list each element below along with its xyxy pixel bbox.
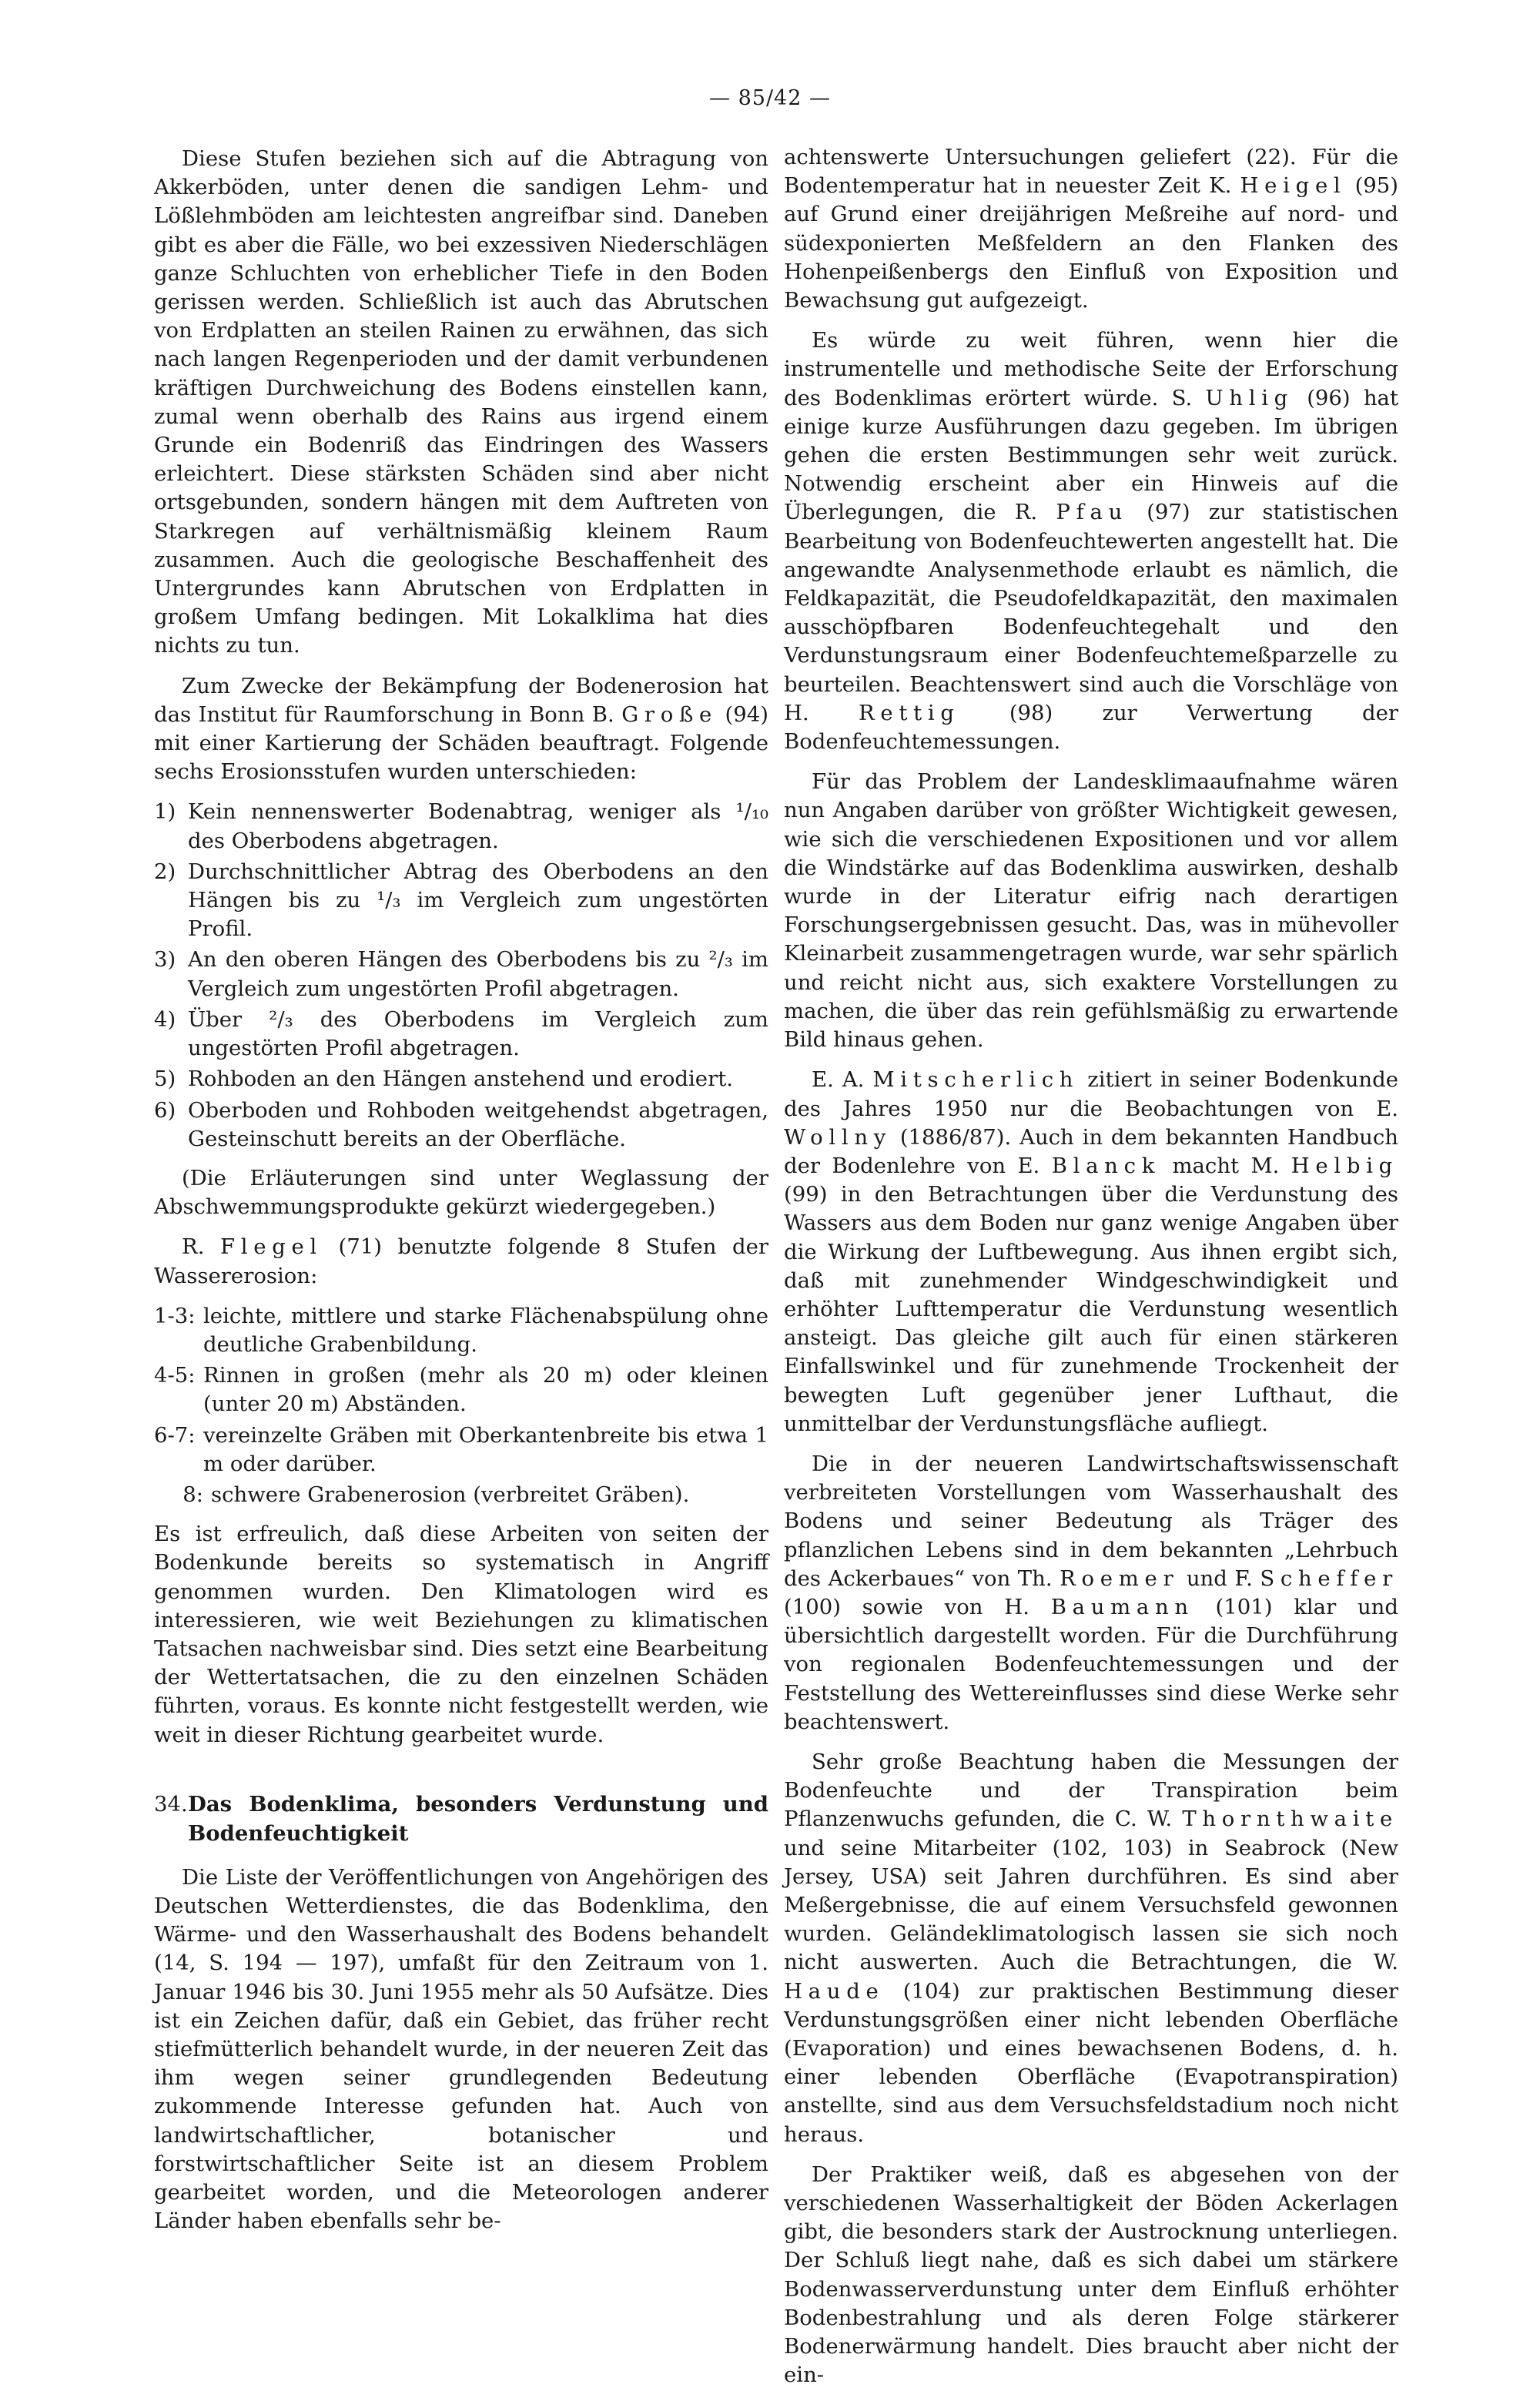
left-column: [154, 145, 768, 2247]
section-heading: 34. Das Bodenklima, besonders Verdunstung und Bodenfeuchtigkeit: [154, 1791, 768, 1846]
right-column: [784, 143, 1398, 2401]
list-item: 5) Rohboden an den Hängen anstehend und erodiert.: [154, 1067, 734, 1092]
erosion-levels-list: [154, 798, 768, 1153]
author-name: Uhlig: [1205, 385, 1294, 410]
paragraph: achtenswerte Untersuchungen geliefert (22). Für die Bodentemperatur hat in neuester Zeit K. Heigel (95) auf Grund einer dreijährigen Meßreihe auf nord- und südexponierten Meßfeldern an den Flanken des Hohenpeißenbergs den Einfluß von Exposition und Bewachsung gut aufgezeigt.: [784, 145, 1399, 313]
list-item: 2) Durchschnittlicher Abtrag des Oberbodens an den Hängen bis zu ¹/₃ im Vergleich zum ungestörten Profil.: [154, 859, 768, 942]
author-name: Mitscherlich: [872, 1067, 1080, 1093]
page-number: — 85/42 —: [709, 86, 831, 110]
author-name: Blanck: [1051, 1153, 1161, 1178]
list-item: 4) Über ²/₃ des Oberbodens im Vergleich zum ungestörten Profil abgetragen.: [154, 1006, 768, 1061]
paragraph: Diese Stufen beziehen sich auf die Abtragung von Akkerböden, unter denen die sandigen Lehm- und Lößlehmböden am leichtesten angreifbar sind. Daneben gibt es aber die Fälle, wo bei exzessiven Niederschlägen ganze Schluchten von erheblicher Tiefe in den Boden gerissen werden. Schließlich ist auch das Abrutschen von Erdplatten an steilen Rainen zu erwähnen, das sich nach langen Regenperioden und der damit verbundenen kräftigen Durchweichung des Bodens einstellen kann, zumal wenn oberhalb des Rains aus irgend einem Grunde ein Bodenriß das Eindringen des Wassers erleichtert. Diese stärksten Schäden sind aber nicht ortsgebunden, sondern hängen mit dem Auftreten von Starkregen auf verhältnismäßig kleinem Raum zusammen. Auch die geologische Beschaffenheit des Untergrundes kann Abrutschen von Erdplatten in großem Umfang bedingen. Mit Lokalklima hat dies nichts zu tun.: [154, 146, 768, 658]
author-name: Rettig: [858, 700, 960, 725]
author-name: Haude: [784, 1978, 885, 2004]
list-item: 6) Oberboden und Rohboden weitgehendst abgetragen, Gesteinschutt bereits an der Oberfläche.: [154, 1097, 768, 1151]
author-name: Heigel: [1240, 173, 1347, 199]
author-name: Roemer: [1060, 1566, 1180, 1591]
paragraph: Zum Zwecke der Bekämpfung der Bodenerosion hat das Institut für Raumforschung in Bonn B. Große (94) mit einer Kartierung der Schäden beauftragt. Folgende sechs Erosionsstufen wurden unterschieden:: [154, 673, 768, 785]
author-name: Pfau: [1056, 500, 1128, 525]
paragraph: Sehr große Beachtung haben die Messungen der Bodenfeuchte und der Transpiration beim Pflanzenwuchs gefunden, die C. W. Thornthwaite und seine Mitarbeiter (102, 103) in Seabrock (New Jersey, USA) seit Jahren durchführen. Es sind aber Meßergebnisse, die auf einem Versuchsfeld gewonnen wurden. Geländeklimatologisch lassen sie sich noch nicht auswerten. Auch die Betrachtungen, die W. Haude (104) zur praktischen Bestimmung dieser Verdunstungsgrößen einer nicht lebenden Oberfläche (Evaporation) und eines bewachsenen Bodens, d. h. einer lebenden Oberfläche (Evapotranspiration) anstellte, sind aus dem Versuchsfeldstadium noch nicht heraus.: [784, 1749, 1398, 2147]
list-item: 4-5: Rinnen in großen (mehr als 20 m) oder kleinen (unter 20 m) Abständen.: [154, 1363, 768, 1417]
list-item: 1-3: leichte, mittlere und starke Flächenabspülung ohne deutliche Grabenbildung.: [154, 1303, 768, 1357]
author-name: Wollny: [784, 1124, 892, 1150]
author-name: Thornthwaite: [1182, 1807, 1398, 1832]
paragraph: Für das Problem der Landesklimaaufnahme wären nun Angaben darüber von größter Wichtigkeit gewesen, wie sich die verschiedenen Expositionen und vor allem die Windstärke auf das Bodenklima auswirken, deshalb wurde in der Literatur eifrig nach derartigen Forschungsergebnissen gesucht. Das, was in mühevoller Kleinarbeit zusammengetragen wurde, war sehr spärlich und reicht nicht aus, sich exaktere Vorstellungen zu machen, die über das rein gefühlsmäßig zu erwartende Bild hinaus gehen.: [784, 769, 1398, 1053]
paragraph: Der Praktiker weiß, daß es abgesehen von der verschiedenen Wasserhaltigkeit der Böden Ackerlagen gibt, die besonders stark der Austrocknung unterliegen. Der Schluß liegt nahe, daß es sich dabei um stärkere Bodenwasserverdunstung unter dem Einfluß erhöhter Bodenbestrahlung und als deren Folge stärkerer Bodenerwärmung handelt. Dies braucht aber nicht der ein-: [784, 2162, 1398, 2388]
paragraph: R. Flegel (71) benutzte folgende 8 Stufen der Wassererosion:: [154, 1234, 768, 1288]
list-item: 1) Kein nennenswerter Bodenabtrag, weniger als ¹/₁₀ des Oberbodens abgetragen.: [154, 799, 768, 853]
author-name: Helbig: [1291, 1153, 1398, 1178]
author-name: Scheffer: [1260, 1566, 1398, 1591]
paragraph: Es ist erfreulich, daß diese Arbeiten von seiten der Bodenkunde bereits so systematisch in Angriff genommen wurden. Den Klimatologen wird es interessieren, wie weit Beziehungen zu klimatischen Tatsachen nachweisbar sind. Dies setzt eine Bearbeitung der Wettertatsachen, die zu den einzelnen Schäden führten, voraus. Es konnte nicht festgestellt werden, wie weit in dieser Richtung gearbeitet wurde.: [154, 1522, 768, 1747]
author-name: Flegel: [219, 1234, 323, 1260]
paragraph: (Die Erläuterungen sind unter Weglassung der Abschwemmungsprodukte gekürzt wiedergegeben.): [154, 1165, 768, 1220]
list-item: 3) An den oberen Hängen des Oberbodens bis zu ²/₃ im Vergleich zum ungestörten Profil abgetragen.: [154, 947, 768, 1001]
water-erosion-list: [154, 1302, 768, 1509]
paragraph: Es würde zu weit führen, wenn hier die instrumentelle und methodische Seite der Erforschung des Bodenklimas erörtert würde. S. Uhlig (96) hat einige kurze Ausführungen dazu gegeben. Im übrigen gehen die ersten Bestimmungen sehr weit zurück. Notwendig erscheint aber ein Hinweis auf die Überlegungen, die R. Pfau (97) zur statistischen Bearbeitung von Bodenfeuchtewerten angestellt hat. Die angewandte Analysenmethode erlaubt es nämlich, die Feldkapazität, die Pseudofeldkapazität, den maximalen ausschöpfbaren Bodenfeuchtegehalt und den Verdunstungsraum einer Bodenfeuchtemeßparzelle zu beurteilen. Beachtenswert sind auch die Vorschläge von H. Rettig (98) zur Verwertung der Bodenfeuchtemessungen.: [784, 328, 1399, 755]
paragraph: Die Liste der Veröffentlichungen von Angehörigen des Deutschen Wetterdienstes, die das Bodenklima, den Wärme- und den Wasserhaushalt des Bodens behandelt (14, S. 194 — 197), umfaßt für den Zeitraum von 1. Januar 1946 bis 30. Juni 1955 mehr als 50 Aufsätze. Dies ist ein Zeichen dafür, daß ein Gebiet, das früher recht stiefmütterlich behandelt wurde, in der neueren Zeit das ihm wegen seiner grundlegenden Bedeutung zukommende Interesse gefunden hat. Auch von landwirtschaftlicher, botanischer und forstwirtschaftlicher Seite ist an diesem Problem gearbeitet worden, und die Meteorologen anderer Länder haben ebenfalls sehr be-: [154, 1864, 768, 2234]
paragraph: Die in der neueren Landwirtschaftswissenschaft verbreiteten Vorstellungen vom Wasserhaushalt des Bodens und seiner Bedeutung als Träger des pflanzlichen Lebens sind in dem bekannten „Lehrbuch des Ackerbaues“ von Th. Roemer und F. Scheffer (100) sowie von H. Baumann (101) klar und übersichtlich dargestellt worden. Für die Durchführung von regionalen Bodenfeuchtemessungen und der Feststellung des Wettereinflusses sind diese Werke sehr beachtenswert.: [784, 1451, 1398, 1734]
author-name: Große: [621, 702, 718, 727]
paragraph: E. A. Mitscherlich zitiert in seiner Bodenkunde des Jahres 1950 nur die Beobachtungen von E. Wollny (1886/87). Auch in dem bekannten Handbuch der Bodenlehre von E. Blanck macht M. Helbig (99) in den Betrachtungen über die Verdunstung des Wassers aus dem Boden nur ganz wenige Angaben über die Wirkung der Luftbewegung. Aus ihnen ergibt sich, daß mit zunehmender Windgeschwindigkeit und erhöhter Lufttemperatur die Verdunstung wesentlich ansteigt. Das gleiche gilt auch für einen stärkeren Einfallswinkel und für zunehmende Trockenheit der bewegten Luft gegenüber jener Lufthaut, die unmittelbar der Verdunstungsfläche aufliegt.: [784, 1067, 1399, 1436]
list-item: 6-7: vereinzelte Gräben mit Oberkantenbreite bis etwa 1 m oder darüber.: [154, 1422, 768, 1476]
list-item: 8: schwere Grabenerosion (verbreitet Gräben).: [182, 1482, 690, 1507]
author-name: Baumann: [1050, 1594, 1194, 1619]
